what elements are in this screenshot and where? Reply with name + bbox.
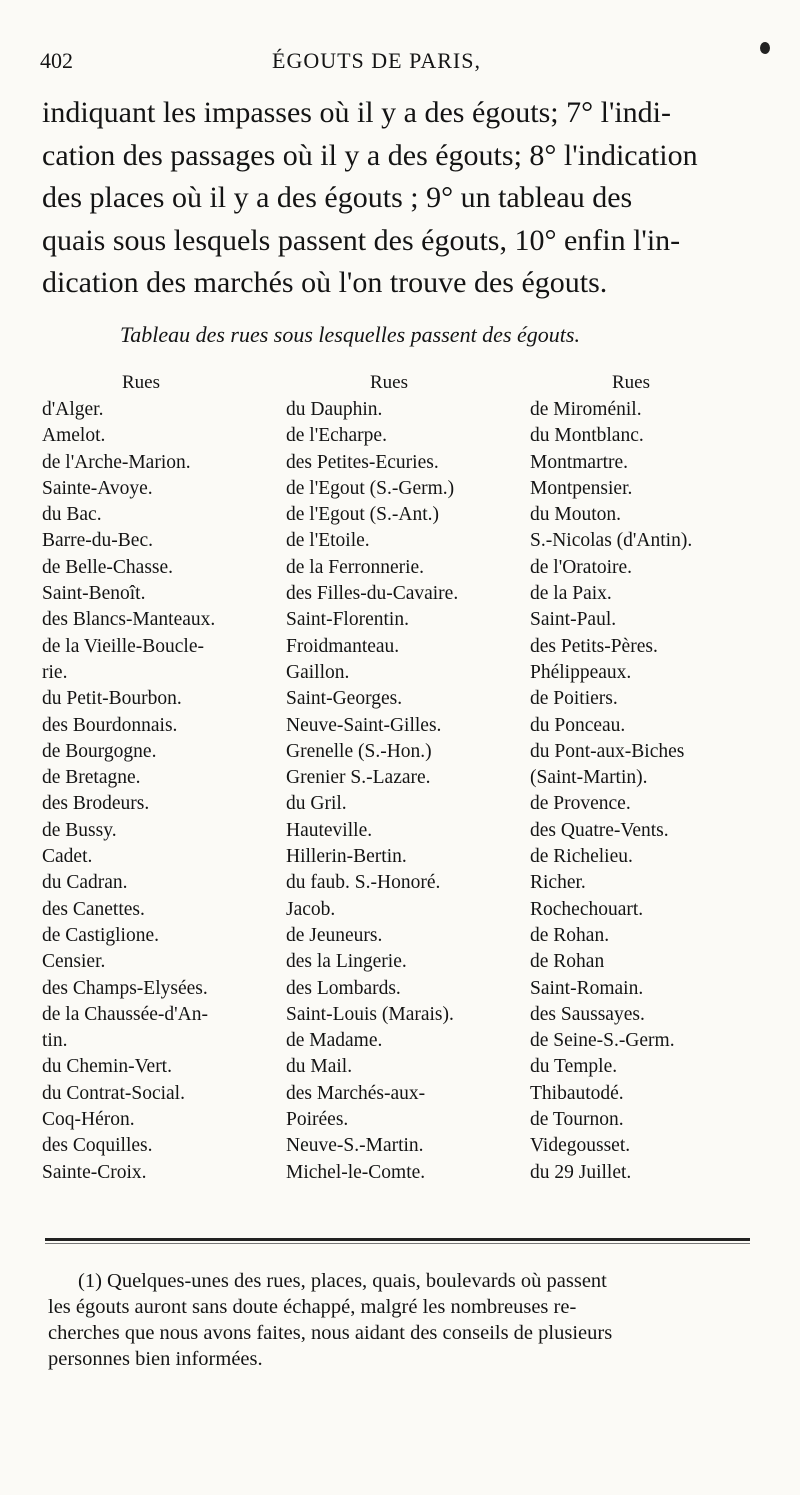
street-entry: Amelot. <box>42 425 106 447</box>
street-column-2 <box>286 397 458 1186</box>
table-title: Tableau des rues sous lesquelles passent des égouts. <box>120 322 580 347</box>
street-entry: Grenelle (S.-Hon.) <box>286 740 432 762</box>
street-entry: de Belle-Chasse. <box>42 556 174 578</box>
street-entry: du faub. S.-Honoré. <box>286 872 441 894</box>
street-entry: Grenier S.-Lazare. <box>286 767 431 789</box>
street-entry: Sainte-Avoye. <box>42 477 153 499</box>
street-entry: de Provence. <box>530 793 631 815</box>
street-entry: de Castiglione. <box>42 924 159 946</box>
street-entry: des la Lingerie. <box>286 951 407 973</box>
street-entry: de Seine-S.-Germ. <box>530 1030 675 1052</box>
street-entry: (Saint-Martin). <box>530 767 648 789</box>
street-entry: de Rohan. <box>530 924 610 946</box>
street-entry: des Blancs-Manteaux. <box>42 609 216 631</box>
footnote-line: (1) Quelques-unes des rues, places, quais, boulevards où passent <box>78 1270 607 1292</box>
street-entry: de l'Echarpe. <box>286 425 387 447</box>
street-entry: Coq-Héron. <box>42 1109 135 1131</box>
street-entry: des Lombards. <box>286 977 401 999</box>
street-entry: du Dauphin. <box>286 399 383 420</box>
footnote-line: personnes bien informées. <box>48 1348 263 1370</box>
street-entry: de Bourgogne. <box>42 740 157 762</box>
street-entry: tin. <box>42 1030 68 1052</box>
street-entry: du Mouton. <box>530 504 622 526</box>
street-entry: du Chemin-Vert. <box>42 1056 172 1078</box>
body-line: cation des passages où il y a des égouts; 8° l'indication <box>42 138 698 172</box>
street-entry: des Canettes. <box>42 898 145 920</box>
street-entry: Gaillon. <box>286 661 350 683</box>
footnote-rule-thin <box>45 1243 750 1244</box>
body-line: dication des marchés où l'on trouve des égouts. <box>42 266 608 299</box>
street-entry: des Saussayes. <box>530 1003 645 1025</box>
body-line: indiquant les impasses où il y a des égouts; 7° l'indi- <box>42 96 672 129</box>
street-entry: Michel-le-Comte. <box>286 1161 426 1183</box>
street-entry: de Bretagne. <box>42 767 141 789</box>
street-entry: Saint-Louis (Marais). <box>286 1003 454 1025</box>
street-entry: du Pont-aux-Biches <box>530 740 685 762</box>
street-entry: des Petites-Ecuries. <box>286 451 439 473</box>
column-header: Rues <box>370 372 408 393</box>
footnote-line: cherches que nous avons faites, nous aidant des conseils de plusieurs <box>48 1322 613 1344</box>
street-entry: des Bourdonnais. <box>42 714 178 736</box>
street-entry: Jacob. <box>286 898 336 920</box>
ink-dot <box>760 42 770 54</box>
body-line: quais sous lesquels passent des égouts, 10° enfin l'in- <box>42 223 681 257</box>
street-entry: des Filles-du-Cavaire. <box>286 583 459 605</box>
street-entry: du Petit-Bourbon. <box>42 688 182 710</box>
street-entry: de Jeuneurs. <box>286 924 383 946</box>
footnote <box>48 1268 753 1372</box>
street-entry: Neuve-Saint-Gilles. <box>286 714 442 736</box>
street-entry: du 29 Juillet. <box>530 1161 632 1183</box>
street-entry: de Bussy. <box>42 819 117 841</box>
street-entry: de Poitiers. <box>530 688 618 710</box>
street-entry: Saint-Georges. <box>286 688 403 710</box>
body-line: des places où il y a des égouts ; 9° un tableau des <box>42 181 633 214</box>
street-entry: de Rohan <box>530 951 605 973</box>
footnote-line: les égouts auront sans doute échappé, malgré les nombreuses re- <box>48 1296 577 1318</box>
street-entry: de Richelieu. <box>530 846 633 868</box>
street-entry: des Marchés-aux- <box>286 1082 426 1104</box>
street-entry: de la Ferronnerie. <box>286 556 425 578</box>
street-entry: S.-Nicolas (d'Antin). <box>530 530 693 552</box>
street-entry: Poirées. <box>286 1109 349 1131</box>
street-entry: des Coquilles. <box>42 1135 153 1157</box>
street-entry: de l'Egout (S.-Germ.) <box>286 477 455 499</box>
street-entry: de l'Oratoire. <box>530 556 633 578</box>
street-entry: Montpensier. <box>530 477 633 499</box>
street-entry: Cadet. <box>42 846 93 868</box>
street-entry: de la Chaussée-d'An- <box>42 1003 208 1025</box>
street-entry: de l'Egout (S.-Ant.) <box>286 504 439 526</box>
street-entry: Richer. <box>530 872 586 894</box>
street-entry: du Mail. <box>286 1056 353 1078</box>
street-entry: de la Vieille-Boucle- <box>42 635 204 657</box>
street-entry: du Contrat-Social. <box>42 1082 185 1104</box>
street-entry: du Montblanc. <box>530 425 644 447</box>
street-entry: de Tournon. <box>530 1109 624 1131</box>
column-header: Rues <box>612 372 650 393</box>
street-entry: des Champs-Elysées. <box>42 977 208 999</box>
street-entry: du Gril. <box>286 793 347 815</box>
street-entry: des Brodeurs. <box>42 793 150 815</box>
street-entry: Hauteville. <box>286 819 373 841</box>
street-entry: Videgousset. <box>530 1135 631 1157</box>
street-entry: Froidmanteau. <box>286 635 400 657</box>
street-column-1 <box>42 397 215 1186</box>
street-entry: du Bac. <box>42 504 102 526</box>
street-entry: Montmartre. <box>530 451 629 473</box>
street-entry: Rochechouart. <box>530 898 644 920</box>
street-entry: Censier. <box>42 951 106 973</box>
page-number: 402 <box>40 48 73 73</box>
footnote-rule <box>45 1238 750 1241</box>
street-entry: Saint-Paul. <box>530 609 617 631</box>
street-entry: Saint-Romain. <box>530 977 644 999</box>
running-head: ÉGOUTS DE PARIS, <box>272 48 481 73</box>
street-entry: Phélippeaux. <box>530 661 632 683</box>
column-header: Rues <box>122 372 160 393</box>
street-entry: du Ponceau. <box>530 714 626 736</box>
street-entry: de l'Etoile. <box>286 530 370 552</box>
street-entry: Hillerin-Bertin. <box>286 846 407 868</box>
street-entry: rie. <box>42 661 68 683</box>
street-entry: de Madame. <box>286 1030 383 1052</box>
street-entry: de Miroménil. <box>530 399 642 420</box>
street-entry: Saint-Benoît. <box>42 583 146 605</box>
street-entry: de la Paix. <box>530 583 612 605</box>
street-entry: d'Alger. <box>42 399 104 420</box>
street-column-3 <box>530 397 692 1186</box>
street-entry: Thibautodé. <box>530 1082 624 1104</box>
street-entry: du Temple. <box>530 1056 618 1078</box>
street-entry: des Quatre-Vents. <box>530 819 669 841</box>
street-entry: de l'Arche-Marion. <box>42 451 191 473</box>
street-entry: Sainte-Croix. <box>42 1161 147 1183</box>
street-entry: des Petits-Pères. <box>530 635 658 657</box>
body-text <box>42 92 762 305</box>
page-header <box>40 42 760 82</box>
street-entry: Barre-du-Bec. <box>42 530 153 552</box>
street-entry: du Cadran. <box>42 872 128 894</box>
street-entry: Saint-Florentin. <box>286 609 409 631</box>
street-entry: Neuve-S.-Martin. <box>286 1135 424 1157</box>
